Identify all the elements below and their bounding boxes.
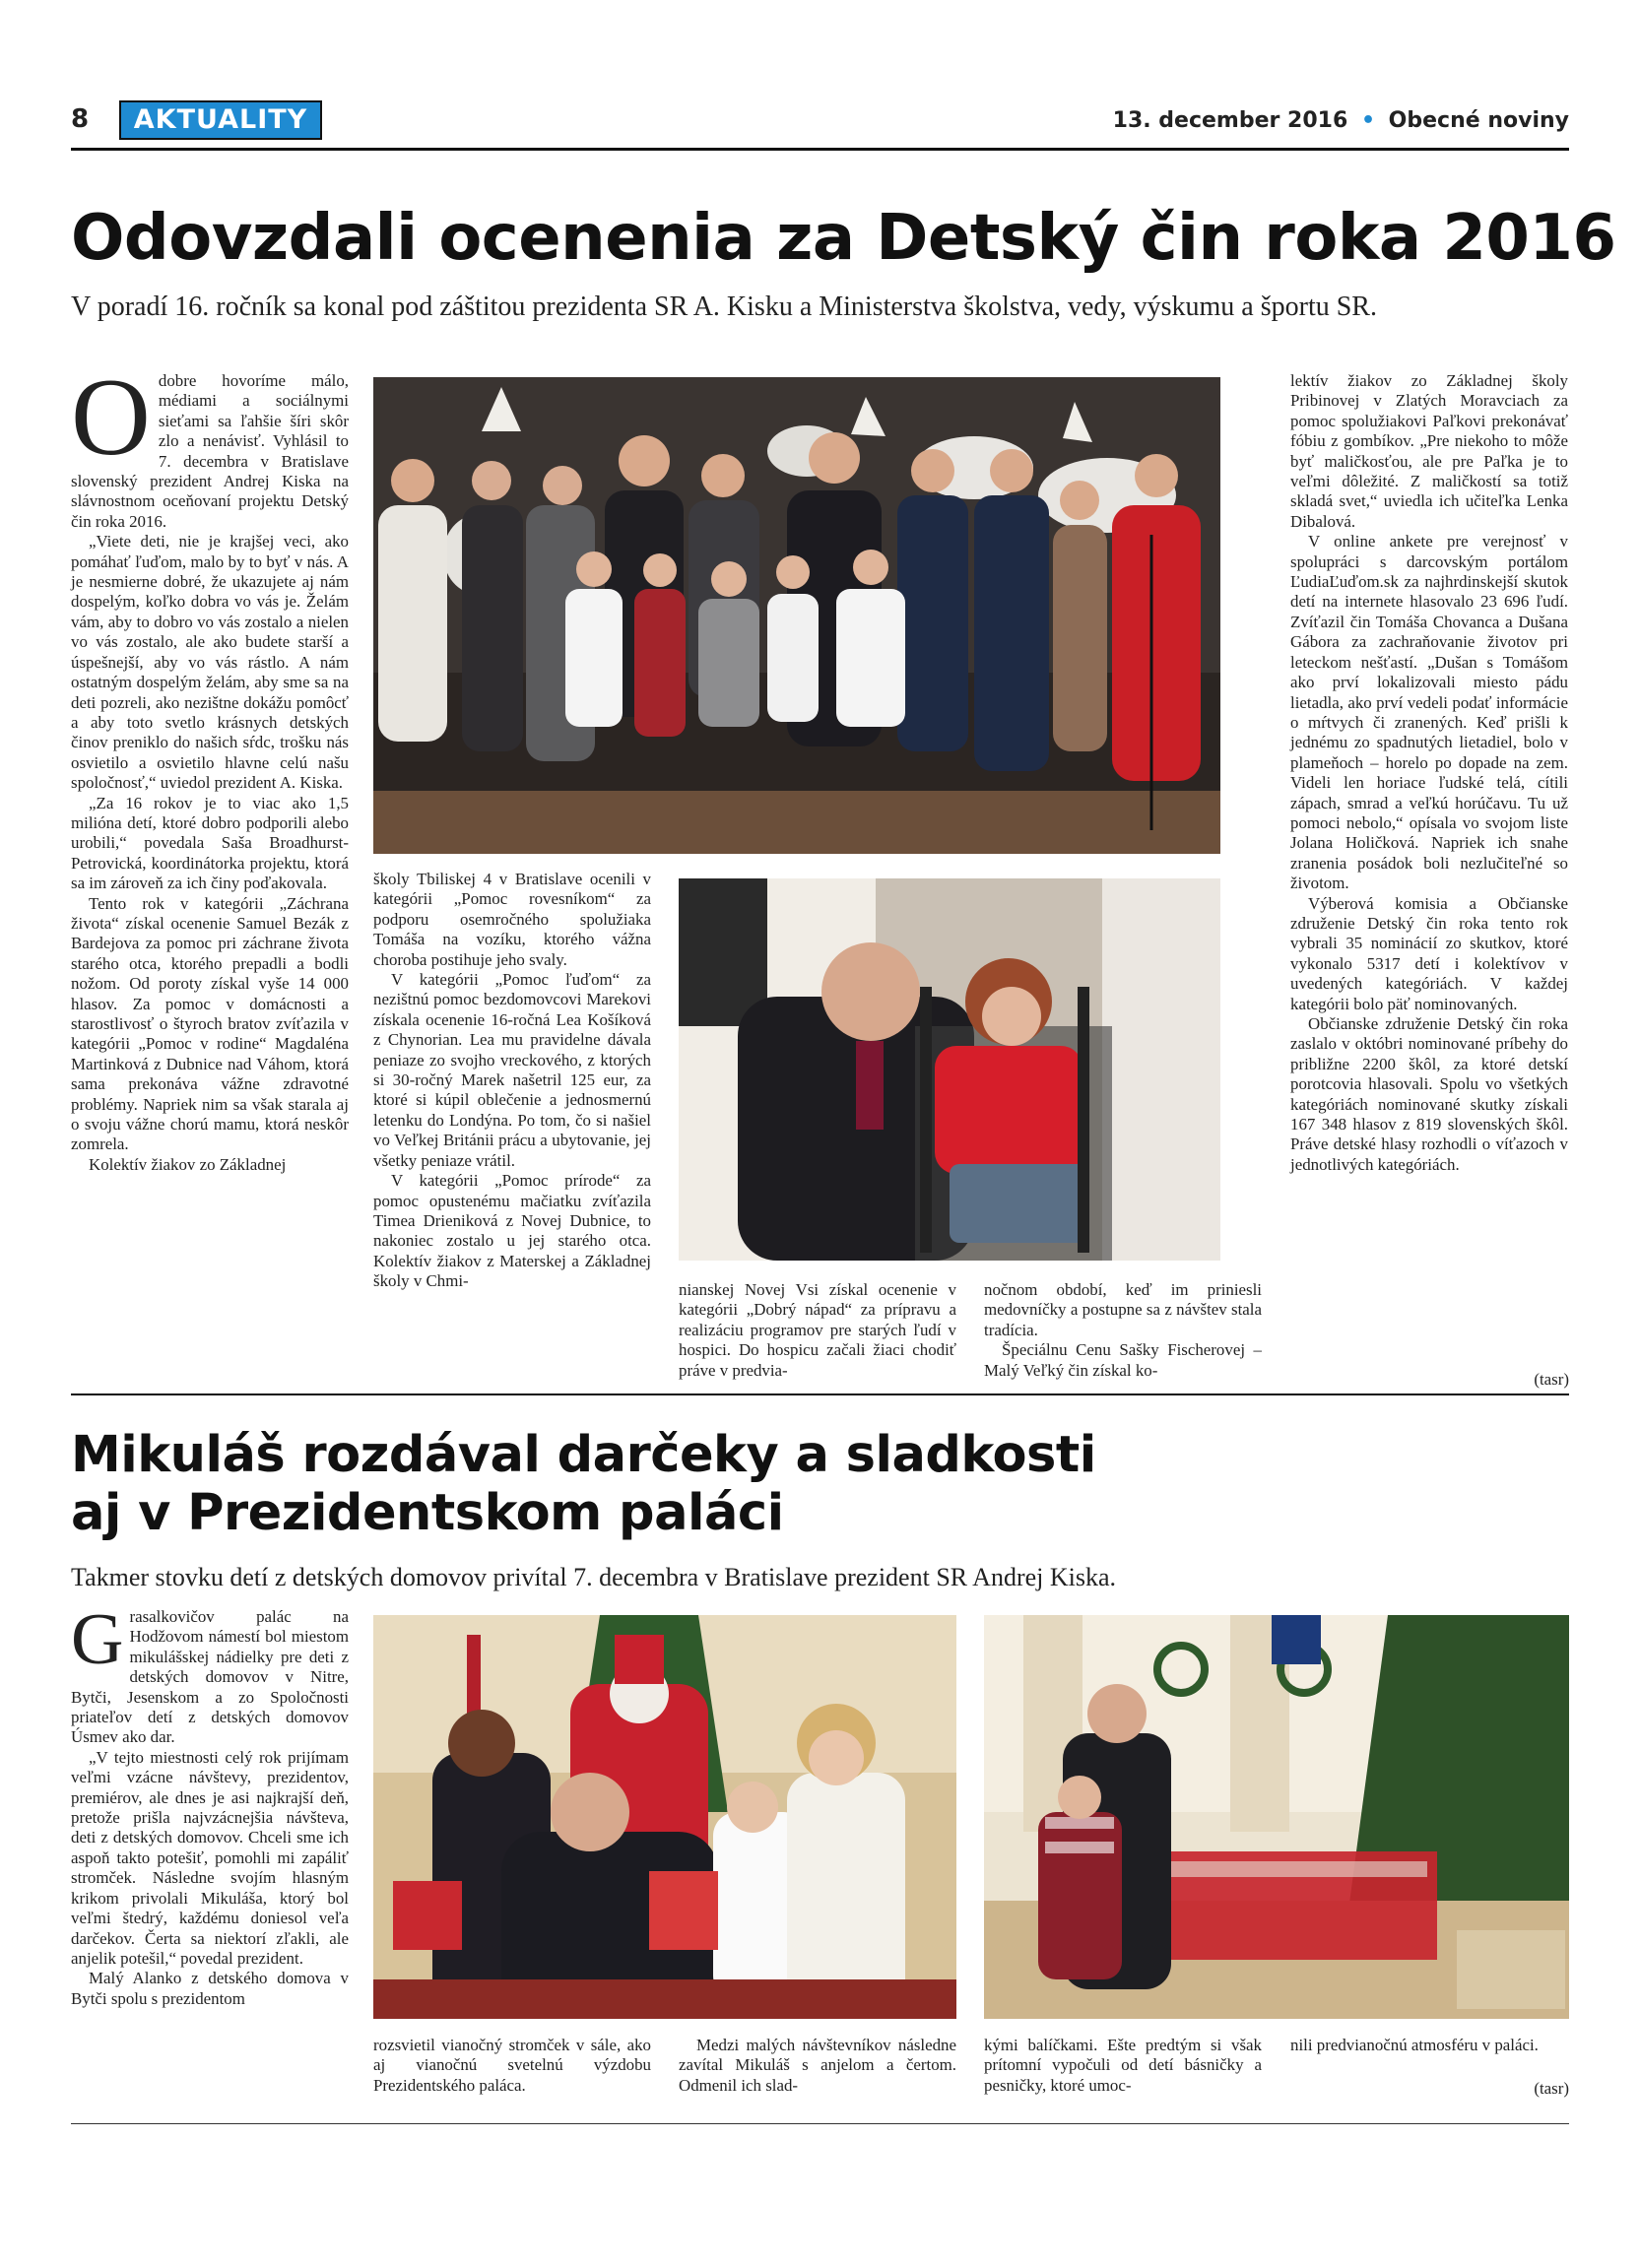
article2-column-4: [984, 2036, 1262, 2096]
page-number: 8: [71, 104, 90, 134]
article2-title-line-2: aj v Prezidentskom paláci: [71, 1484, 784, 1542]
article-separator: [71, 1393, 1569, 1395]
paragraph: „V tejto miestnosti celý rok prijímam veľmi vzácne návštevy, prezidentov, premiérov, ale dnes je asi najkrajší deň, pretože prišla najvzácnejšia návšteva, deti z detských domovov. Chceli sme ich aspoň takto potešiť, pomohli mi zapáliť stromček. Následne svojím hlasným krikom privolali Mikuláša, ktorý bol veľmi štedrý, každému doniesol veľa darčekov. Čerta sa niektorí zľakli, ale anjelik potešil,“ povedal prezident.: [71, 1747, 349, 1968]
article1-column-2: [373, 870, 651, 1292]
paragraph: lektív žiakov zo Základnej školy Pribinovej v Zlatých Moravciach za pomoc spolužiakovi Paľkovi prekonávať fóbiu z gombíkov. „Pre niekoho to môže byť maličkosťou, ale pre Paľka je to veľmi dôležité. Z maličkostí sa totiž skladá svet,“ uviedla ich učiteľka Lenka Dibalová.: [1290, 371, 1568, 531]
header-rule: [71, 148, 1569, 151]
article2-subtitle: Takmer stovku detí z detských domovov privítal 7. decembra v Bratislave prezident SR Andrej Kiska.: [71, 1563, 1117, 1591]
paragraph: rozsvietil vianočný stromček v sále, ako aj vianočnú svetelnú výzdobu Prezidentského paláca.: [373, 2036, 651, 2095]
paragraph: V kategórii „Pomoc prírode“ za pomoc opustenému mačiatku zvíťazila Timea Drieniková z Novej Dubnice, to nakoniec zostalo u jej starého otca. Kolektív žiakov z Materskej a Základnej školy v Chmi-: [373, 1171, 651, 1291]
section-label: AKTUALITY: [133, 104, 308, 135]
photo-award-group: [373, 377, 1220, 854]
paragraph: Malý Alanko z detského domova v Bytči spolu s prezidentom: [71, 1969, 349, 2008]
article2-lead: rasalkovičov palác na Hodžovom námestí bol miestom mikulášskej nádielky pre deti z detských domovov v Nitre, Bytči, Jesenskom a zo Spoločnosti priateľov detí z detských domovov Úsmev ako dar.: [71, 1607, 349, 1747]
paragraph: nočnom období, keď im priniesli medovníčky a postupne sa z návštev stala tradícia.: [984, 1280, 1262, 1339]
article2-title-line-1: Mikuláš rozdával darčeky a sladkosti: [71, 1426, 1096, 1484]
article1-lead: dobre hovoríme málo, médiami a sociálnymi sieťami sa ľahšie šíri skôr zlo a nenávisť. Vyhlásil to 7. decembra v Bratislave slovenský prezident Andrej Kiska na slávnostnom oceňovaní projektu Detský čin roka 2016.: [71, 371, 349, 531]
bottom-rule: [71, 2123, 1569, 2124]
paragraph: Špeciálnu Cenu Sašky Fischerovej – Malý Veľký čin získal ko-: [984, 1340, 1262, 1380]
paragraph: „Viete deti, nie je krajšej veci, ako pomáhať ľuďom, malo by to byť v nás. A je nesmierne dobré, že ukazujete aj nám dospelým, koľko dobra vo vás je. Želám vám, aby to dobro vo vás zostalo a nielen vo vás zostalo, ale ako budete starší a úspešnejší, aby vo vás rástlo. A nám ostatným dospelým želám, aby sme sa na deti pozreli, ako nezištne dokážu pomôcť a aby toto svetlo krásnych detských činov preniklo do našich sŕdc, trošku nás osvietilo a osvietilo hlavne celú našu spoločnosť,“ uviedol prezident A. Kiska.: [71, 532, 349, 793]
paragraph: „Za 16 rokov je to viac ako 1,5 milióna detí, ktoré dobro podporili alebo urobili,“ povedala Saša Broadhurst-Petrovická, koordinátorka projektu, ktorá sa im zároveň za ich činy poďakovala.: [71, 793, 349, 893]
paragraph: nili predvianočnú atmosféru v paláci.: [1290, 2036, 1539, 2054]
header-meta: [1113, 108, 1569, 133]
photo-christmas-tree-gifts: [984, 1615, 1569, 2019]
section-badge: [119, 100, 322, 140]
paragraph: Medzi malých návštevníkov následne zavítal Mikuláš s anjelom a čertom. Odmenil ich slad-: [679, 2036, 956, 2095]
article1-column-4: [984, 1280, 1262, 1381]
bullet-separator: •: [1360, 108, 1375, 133]
newspaper-name: Obecné noviny: [1388, 108, 1569, 133]
issue-date: 13. december 2016: [1112, 108, 1348, 133]
photo-president-wheelchair: [679, 878, 1220, 1261]
paragraph: Občianske združenie Detský čin roka zaslalo v októbri nominované príbehy do približne 2200 škôl, za ktoré detskí porotcovia hlasovali. Spolu vo všetkých kategóriách nominované skutky získali 167 348 hlasov z 819 slovenských škôl. Práve detské hlasy rozhodli o víťazoch v jednotlivých kategóriách.: [1290, 1014, 1568, 1174]
article1-column-3: [679, 1280, 956, 1381]
article1-subtitle: V poradí 16. ročník sa konal pod záštitou prezidenta SR A. Kisku a Ministerstva školstva, vedy, výskumu a športu SR.: [71, 292, 1377, 322]
article2-column-3: [679, 2036, 956, 2096]
dropcap-g: G: [71, 1599, 124, 1680]
paragraph: Kolektív žiakov zo Základnej: [89, 1154, 287, 1174]
article1-credit: (tasr): [1534, 1370, 1569, 1389]
paragraph: Výberová komisia a Občianske združenie Detský čin roka tento rok vybrali 35 nominácií zo skutkov, ktoré vykonalo 5317 detí i kolektívov v uvedených kategóriách. V každej kategórii bolo päť nominovaných.: [1290, 893, 1568, 1013]
paragraph: V kategórii „Pomoc ľuďom“ za nezištnú pomoc bezdomovcovi Marekovi získala ocenenie 16-ročná Lea Košíková z Chynorian. Lea mu pravidelne dávala peniaze zo svojho vreckového, z ktorých si 30-ročný Marek našetril 125 eur, za ktoré si kúpil oblečenie a jednosmernú letenku do Londýna. Po tom, čo si našiel vo Veľkej Británii prácu a ubytovanie, jej všetky peniaze vrátil.: [373, 970, 651, 1170]
paragraph: nianskej Novej Vsi získal ocenenie v kategórii „Dobrý nápad“ za prípravu a realizáciu programov pre starých ľudí v hospici. Do hospicu začali žiaci chodiť práve v predvia-: [679, 1280, 956, 1380]
article1-title: Odovzdali ocenenia za Detský čin roka 2016: [71, 202, 1616, 275]
paragraph: kými balíčkami. Ešte predtým si však prítomní vypočuli od detí básničky a pesničky, ktoré umoc-: [984, 2036, 1262, 2095]
article2-column-1: [71, 1599, 349, 2009]
article2-column-5: [1290, 2036, 1568, 2055]
dropcap-o: O: [71, 356, 151, 479]
article2-credit: (tasr): [1534, 2079, 1569, 2098]
article2-column-2: [373, 2036, 651, 2096]
photo-mikulas-children: [373, 1615, 956, 2019]
article1-column-5: [1290, 371, 1568, 1175]
paragraph: V online ankete pre verejnosť v spolupráci s darcovským portálom ĽudiaĽuďom.sk za najhrdinskejší skutok detí na internete hlasovalo 23 696 ľudí. Zvíťazil čin Tomáša Chovanca a Dušana Gábora za zachraňovanie životov pri leteckom nešťastí. „Dušan s Tomášom ako prví lokalizovali miesto pádu lietadla, ako prví vedeli podať informácie o mŕtvych či zranených. Keď prišli k jednému zo spadnutých lietadiel, bolo v plameňoch – horelo po dopade na zem. Videli len horiace ľudské telá, cítili zápach, smrad a veľkú horúčavu. Tu už pomoci nebolo,“ opísala vo svojom liste Jolana Holičková. Napriek ich snahe zranenia posádok boli nezlučiteľné so životom.: [1290, 532, 1568, 893]
paragraph: školy Tbiliskej 4 v Bratislave ocenili v kategórii „Pomoc rovesníkom“ za podporu osemročného spolužiaka Tomáša na vozíku, ktorého vážna choroba postihuje jeho svaly.: [373, 870, 651, 969]
article1-column-1: [71, 356, 349, 1175]
paragraph: Tento rok v kategórii „Záchrana života“ získal ocenenie Samuel Bezák z Bardejova za pomoc pri záchrane života starého otca, ktorého prepadli a bodli nožom. Od poroty získal vyše 14 000 hlasov. Za pomoc v domácnosti a starostlivosť o štyroch bratov zvíťazila v kategórii „Pomoc v rodine“ Magdaléna Martinková z Dubnice nad Váhom, ktorá sama prekonáva vážne zdravotné problémy. Napriek nim sa však starala aj o svoju vážne chorú mamu, ktorá neskôr zomrela.: [71, 893, 349, 1154]
